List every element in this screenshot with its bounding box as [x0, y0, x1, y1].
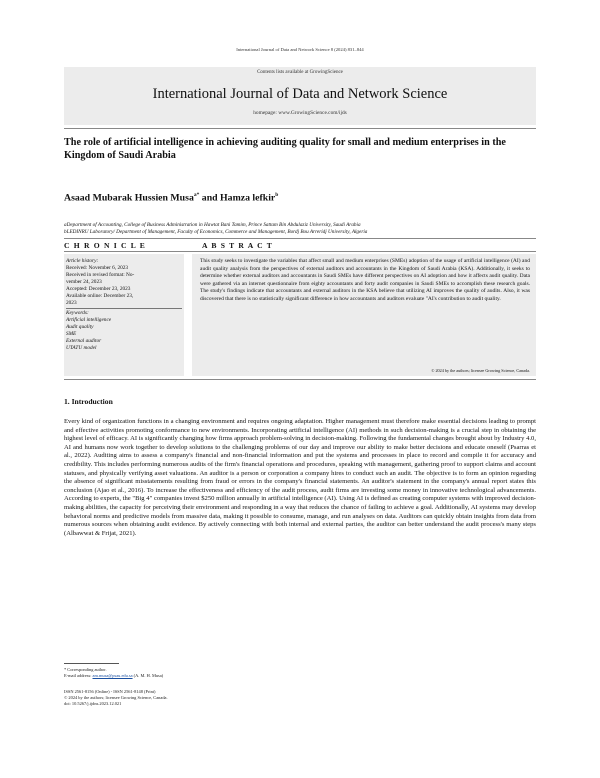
author-musa-affil-mark: a* — [193, 192, 200, 198]
online-date-line2: 2023 — [66, 300, 77, 306]
author-lefkir-affil-mark: b — [275, 192, 279, 198]
abstract-text: This study seeks to investigate the variables that affect small and medium enterprises (SMEs) adoption of the usage of artificial intelligence (AI) and audit quality analysis from the perspectives of external auditors and accountants in the Kingdom of Saudi Arabia (KSA). Additionally, it seeks to determine whether external auditors and accountants in Saudi SMEs have different perspectives on AI adoption and how it affects audit quality. Data were gathered via an internet questionnaire from eighty accountants and forty audit companies in Saudi SMEs to accomplish these research goals. The study's findings indicate that accountants and external auditors in the KSA believe that utilizing AI improves the quality of audits. Also, it was discovered that there is no statistically significant difference in how accountants and auditors evaluate "AI's contribution to audit quality. — [200, 258, 530, 302]
publication-info — [64, 689, 364, 706]
revised-date-line2: vember 24, 2023 — [66, 279, 102, 285]
abstract-copyright: © 2024 by the authors; licensee Growing Science, Canada. — [431, 368, 530, 373]
accepted-date: Accepted: December 23, 2023 — [66, 286, 131, 292]
footnote-divider — [64, 663, 119, 664]
keyword-item: Audit quality — [66, 324, 94, 330]
keywords-divider — [66, 308, 182, 309]
corresponding-author-note: * Corresponding author. — [64, 667, 107, 672]
revised-date-line1: Received in revised format: No- — [66, 272, 135, 278]
header-divider — [64, 238, 536, 239]
email-owner: (A. M. H. Musa) — [132, 673, 164, 678]
email-link[interactable]: am.musa@psau.edu.sa — [92, 673, 133, 678]
abstract-heading: A B S T R A C T — [202, 241, 273, 250]
affiliation-a: aDepartment of Accounting, College of Business Administration in Hawtat Bani Tamim, Prince Sattam Bin Abdulaziz University, Saudi Arabia — [64, 222, 361, 228]
author-musa: Asaad Mubarak Hussien Musa — [64, 192, 194, 204]
abstract-divider — [64, 379, 536, 380]
journal-homepage[interactable]: homepage: www.GrowingScience.com/ijds — [253, 110, 347, 116]
doi-line[interactable]: doi: 10.5267/j.ijdns.2023.12.021 — [64, 700, 122, 706]
license-line: © 2024 by the authors; licensee Growing Science, Canada. — [64, 694, 168, 700]
author-conjunction: and — [199, 192, 221, 204]
email-footnote — [64, 673, 364, 679]
author-lefkir: Hamza lefkir — [220, 192, 276, 204]
online-date-line1: Available online: December 23, — [66, 293, 134, 299]
article-title: The role of artificial intelligence in achieving auditing quality for small and medium enterprises in the Kingdom of Saudi Arabia — [64, 137, 506, 161]
issn-line: ISSN 2561-8156 (Online) - ISSN 2561-8148 (Print) — [64, 689, 156, 694]
received-date: Received: November 6, 2023 — [66, 265, 129, 271]
contents-availability: Contents lists available at GrowingScience — [257, 70, 343, 75]
section-divider — [64, 251, 536, 252]
introduction-heading: 1. Introduction — [64, 397, 113, 406]
email-label: E-mail address: — [64, 673, 93, 678]
chronicle-heading: C H R O N I C L E — [64, 241, 147, 250]
journal-title: International Journal of Data and Network Science — [152, 86, 448, 102]
keyword-item: External auditor — [66, 338, 102, 344]
keyword-item: UTATU model — [66, 345, 97, 351]
keyword-item: SME — [66, 331, 77, 337]
running-head: International Journal of Data and Network Science 8 (2024) 831–844 — [236, 47, 364, 52]
keyword-item: Artificial intelligence — [66, 317, 112, 323]
masthead-divider — [64, 128, 536, 129]
keywords-label: Keywords: — [66, 310, 89, 316]
article-history-label: Article history: — [66, 258, 99, 264]
author-line — [64, 192, 278, 203]
introduction-paragraph: Every kind of organization functions in a changing environment and requires ongoing adaptation. Higher management must therefore make essential decisions leading to prompt and effective activities promoting conformance to new environments. Incorporating artificial intelligence (AI) methods in such decision-making is a crucial step in obtaining the highest level of efficacy. AI is significantly changing how firms approach problem-solving in decision-making. Following the fundamental changes brought about by Industry 4.0, AI and humans now work together to develop solutions to the challenging problems of our day and improve our ability to make better decisions and educate oneself (Psarras et al., 2022). Auditing aims to assess a company's financial and non-financial information and put the systems and processes in place to record and compile it for accuracy and credibility. This includes performing numerous audits of the firm's financial operations and procedures, speaking with management, gathering proof to support claims and account statuses, and physically verifying asset valuations. An auditor is a person or corporation a company hires to conduct such an audit. The objective is to form an opinion regarding the absence of significant misstatements resulting from fraud or errors in the company's financial statements. An auditor's statement in the company's annual report states this conclusion (Ajao et al., 2016). To increase the effectiveness and efficiency of the audit process, audit firms are investing some money in innovative technological advancements. According to experts, the "Big 4" companies invest $250 million annually in artificial intelligence (AI). Using AI is defined as creating computer systems with improved decision-making abilities, the capacity for perceiving their environment and responding in a way that reduces the chance of failing to achieve a goal. Additionally, AI systems may develop behavioral norms and predictive models from massive data, making it possible to consume, manage, and run analyses on data. Auditors can quickly obtain insights from data from numerous sources when obtaining audit evidence. By actively connecting with both internal and external parties, the auditor can better understand the audit process's many steps (Albawwat & Frijat, 2021). — [64, 418, 536, 537]
affiliation-b: bLEDINRU Laboratory/ Department of Management, Faculty of Economics, Commerce and Management, Bordj Bou Arreridj University, Algeria — [64, 229, 368, 235]
